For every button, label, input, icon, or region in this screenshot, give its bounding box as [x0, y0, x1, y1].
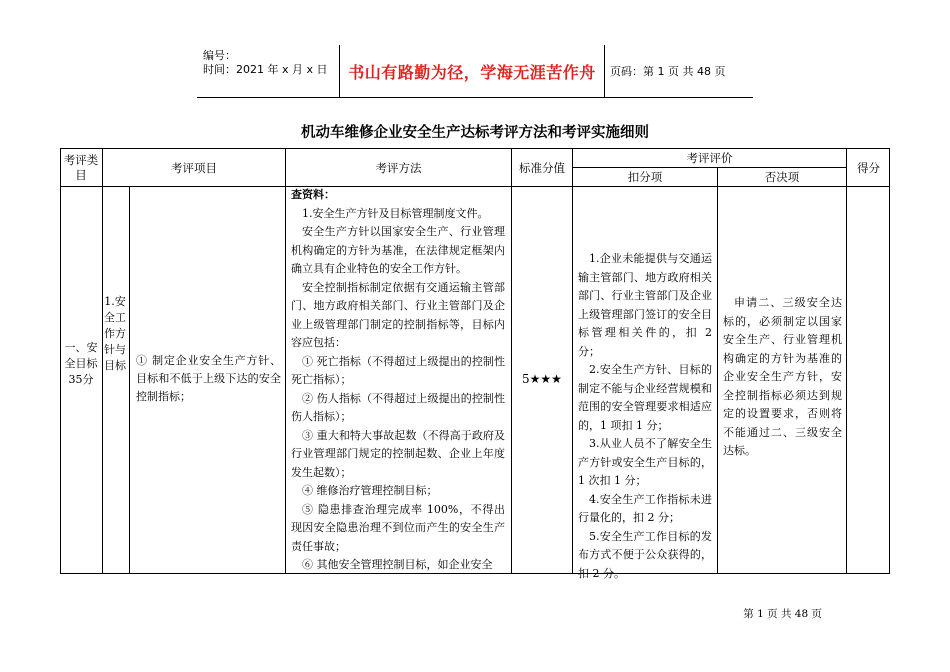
- header-result: 得分: [857, 160, 880, 175]
- method-line: ④ 维修治疗管理控制目标；: [302, 484, 438, 497]
- deduct-item: 1.企业未能提供与交通运输主管部门、地方政府相关部门、行业主管部门及企业上级管理部门签订的安全目标管理相关件的，扣 2 分；: [578, 252, 712, 358]
- category-cell: 一、安全目标35分: [64, 341, 98, 386]
- page-header: [197, 45, 753, 98]
- item-cell: ① 制定企业安全生产方针、目标和不低于上级下达的安全控制指标；: [136, 354, 281, 403]
- code-label: 编号：: [203, 49, 236, 62]
- method-line: 1.安全生产方针及目标管理制度文件。: [302, 206, 489, 220]
- deduct-item: 4.安全生产工作指标未进行量化的，扣 2 分；: [578, 492, 712, 524]
- method-cell: [291, 186, 505, 575]
- method-line: 安全生产方针以国家安全生产、行业管理机构确定的方针为基准，在法律规定框架内确立具有企业特色的安全工作方针。: [291, 225, 505, 275]
- header-slogan-box: [340, 45, 605, 97]
- deduct-item: 5.安全生产工作目标的发布方式不便于公众获得的，扣 2 分。: [578, 529, 712, 580]
- document-title: 机动车维修企业安全生产达标考评方法和考评实施细则: [301, 125, 649, 141]
- method-line: ③ 重大和特大事故起数（不得高于政府及行业管理部门规定的控制起数、企业上年度发生起数）；: [291, 428, 505, 479]
- deduct-item: 3.从业人员不了解安全生产方针或安全生产目标的，1 次扣 1 分；: [578, 437, 712, 487]
- header-item: 考评项目: [171, 160, 217, 175]
- page-footer: 第 1 页 共 48 页: [743, 608, 822, 620]
- header-method: 考评方法: [375, 160, 422, 175]
- method-line: 查资料：: [291, 188, 335, 201]
- header-veto: 否决项: [764, 170, 800, 184]
- deduct-cell: [578, 250, 712, 583]
- table-line: [511, 148, 512, 574]
- sub-item-cell: 1.安全工作方针与目标: [104, 295, 126, 372]
- header-score: 标准分值: [519, 160, 565, 175]
- header-category: 考评类目: [63, 152, 99, 182]
- method-line: ② 伤人指标（不得超过上级提出的控制性伤人指标）；: [291, 391, 505, 423]
- method-line: ⑤ 隐患排查治理完成率 100%，不得出现因安全隐患治理不到位而产生的安全生产责任事故；: [291, 502, 505, 553]
- score-cell: 5★★★: [522, 372, 562, 386]
- table-line: [285, 148, 286, 574]
- header-evaluation: 考评评价: [686, 151, 733, 165]
- veto-cell: 申请二、三级安全达标的，必须制定以国家安全生产、行业管理机构确定的方针为基准的企业安全生产方针，安全控制指标必须达到规定的设置要求，否则将不能通过二、三级安全达标。: [723, 296, 842, 457]
- method-line: ⑥ 其他安全管理控制目标，如企业安全: [302, 558, 493, 571]
- table-line: [846, 148, 847, 574]
- header-slogan: 书山有路勤为径，学海无涯苦作舟: [348, 62, 596, 82]
- page-code: 页码：第 1 页 共 48 页: [610, 65, 726, 78]
- table-line: [102, 148, 103, 574]
- method-line: ① 死亡指标（不得超过上级提出的控制性死亡指标）；: [291, 354, 505, 386]
- deduct-item: 2.安全生产方针、目标的制定不能与企业经营规模和范围的安全管理要求相适应的，1 项扣 1 分；: [578, 363, 712, 432]
- table-line: [129, 186, 130, 574]
- header-deduct: 扣分项: [627, 170, 663, 184]
- time-label: 时间：2021 年 x 月 x 日: [203, 63, 328, 76]
- table-line: [572, 148, 573, 574]
- method-line: 安全控制指标制定依据有交通运输主管部门、地方政府相关部门、行业主管部门及企业上级管理部门制定的控制指标等，目标内容应包括：: [291, 280, 505, 349]
- header-meta: [197, 45, 340, 97]
- table-line: [717, 167, 718, 574]
